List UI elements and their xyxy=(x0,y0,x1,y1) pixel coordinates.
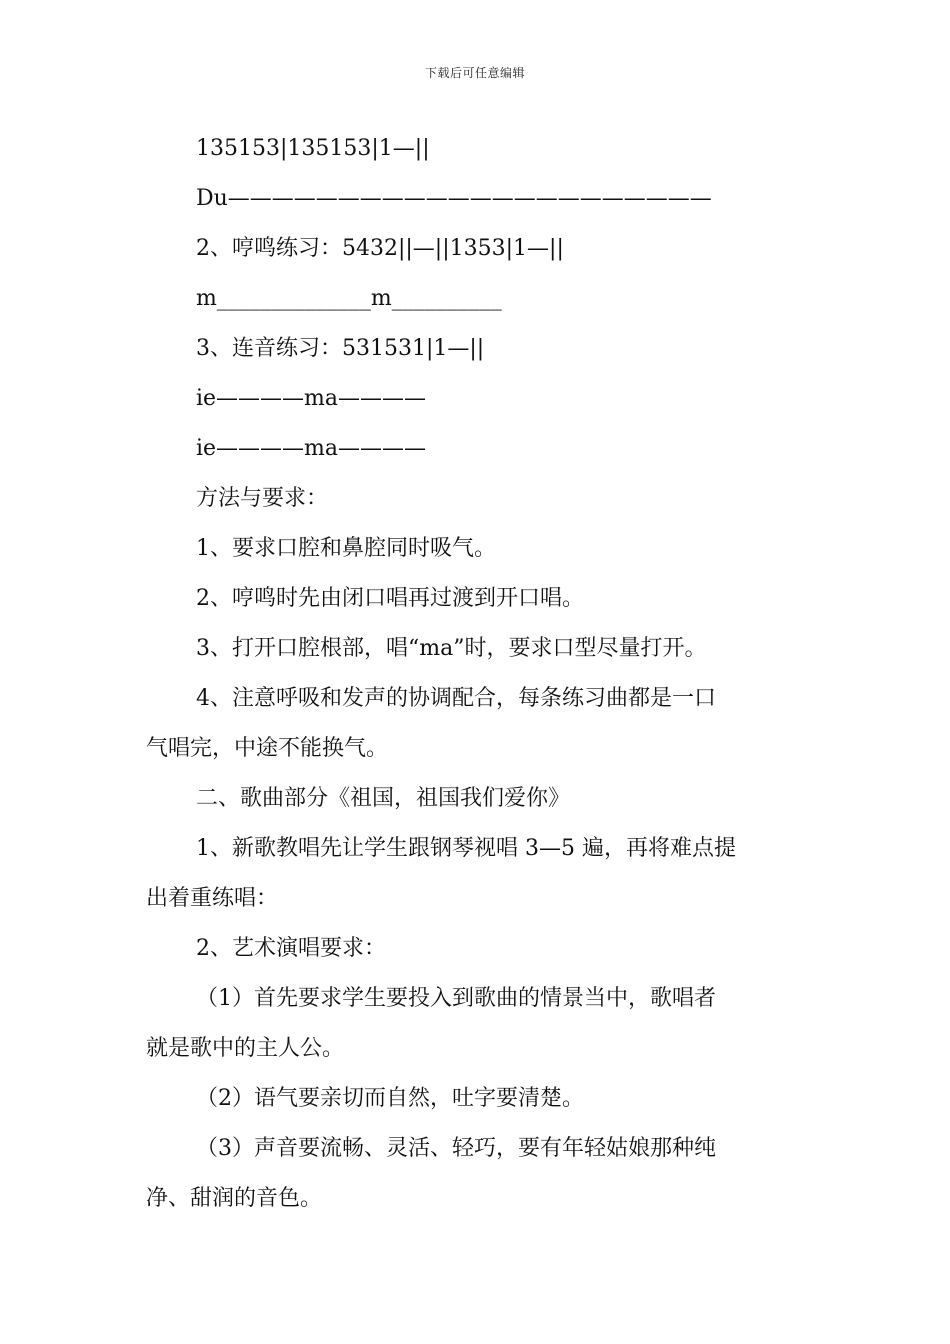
page-header: 下载后可任意编辑 xyxy=(424,66,525,80)
requirement-3-cont: 净、甜润的音色。 xyxy=(146,1186,323,1211)
requirement-1: （1）首先要求学生要投入到歌曲的情景当中，歌唱者 xyxy=(196,986,716,1011)
lyric-line-du: Du—————————————————————— xyxy=(196,186,712,211)
method-item-3: 3、打开口腔根部，唱“ma”时，要求口型尽量打开。 xyxy=(196,636,707,661)
legato-exercise: 3、连音练习：531531|1—|| xyxy=(196,336,485,361)
song-section-heading: 二、歌曲部分《祖国，祖国我们爱你》 xyxy=(196,786,571,811)
method-item-2: 2、哼鸣时先由闭口唱再过渡到开口唱。 xyxy=(196,586,584,611)
song-item-2: 2、艺术演唱要求： xyxy=(196,936,386,961)
method-item-1: 1、要求口腔和鼻腔同时吸气。 xyxy=(196,536,496,561)
song-item-1: 1、新歌教唱先让学生跟钢琴视唱 3—5 遍，再将难点提 xyxy=(196,836,736,861)
method-item-4: 4、注意呼吸和发声的协调配合，每条练习曲都是一口 xyxy=(196,686,716,711)
song-item-1-cont: 出着重练唱： xyxy=(146,886,279,911)
method-item-4-cont: 气唱完，中途不能换气。 xyxy=(146,736,389,761)
lyric-line-m: m______________m__________ xyxy=(196,286,502,311)
lyric-line-ie-2: ie————ma———— xyxy=(196,436,427,461)
humming-exercise: 2、哼鸣练习：5432||—||1353|1—|| xyxy=(196,236,564,261)
document-body xyxy=(146,124,810,1224)
lyric-line-ie-1: ie————ma———— xyxy=(196,386,427,411)
methods-heading: 方法与要求： xyxy=(196,486,329,511)
requirement-2: （2）语气要亲切而自然，吐字要清楚。 xyxy=(196,1086,584,1111)
requirement-1-cont: 就是歌中的主人公。 xyxy=(146,1036,345,1061)
notation-line-1: 135153|135153|1—|| xyxy=(196,136,430,161)
requirement-3: （3）声音要流畅、灵活、轻巧，要有年轻姑娘那种纯 xyxy=(196,1136,716,1161)
